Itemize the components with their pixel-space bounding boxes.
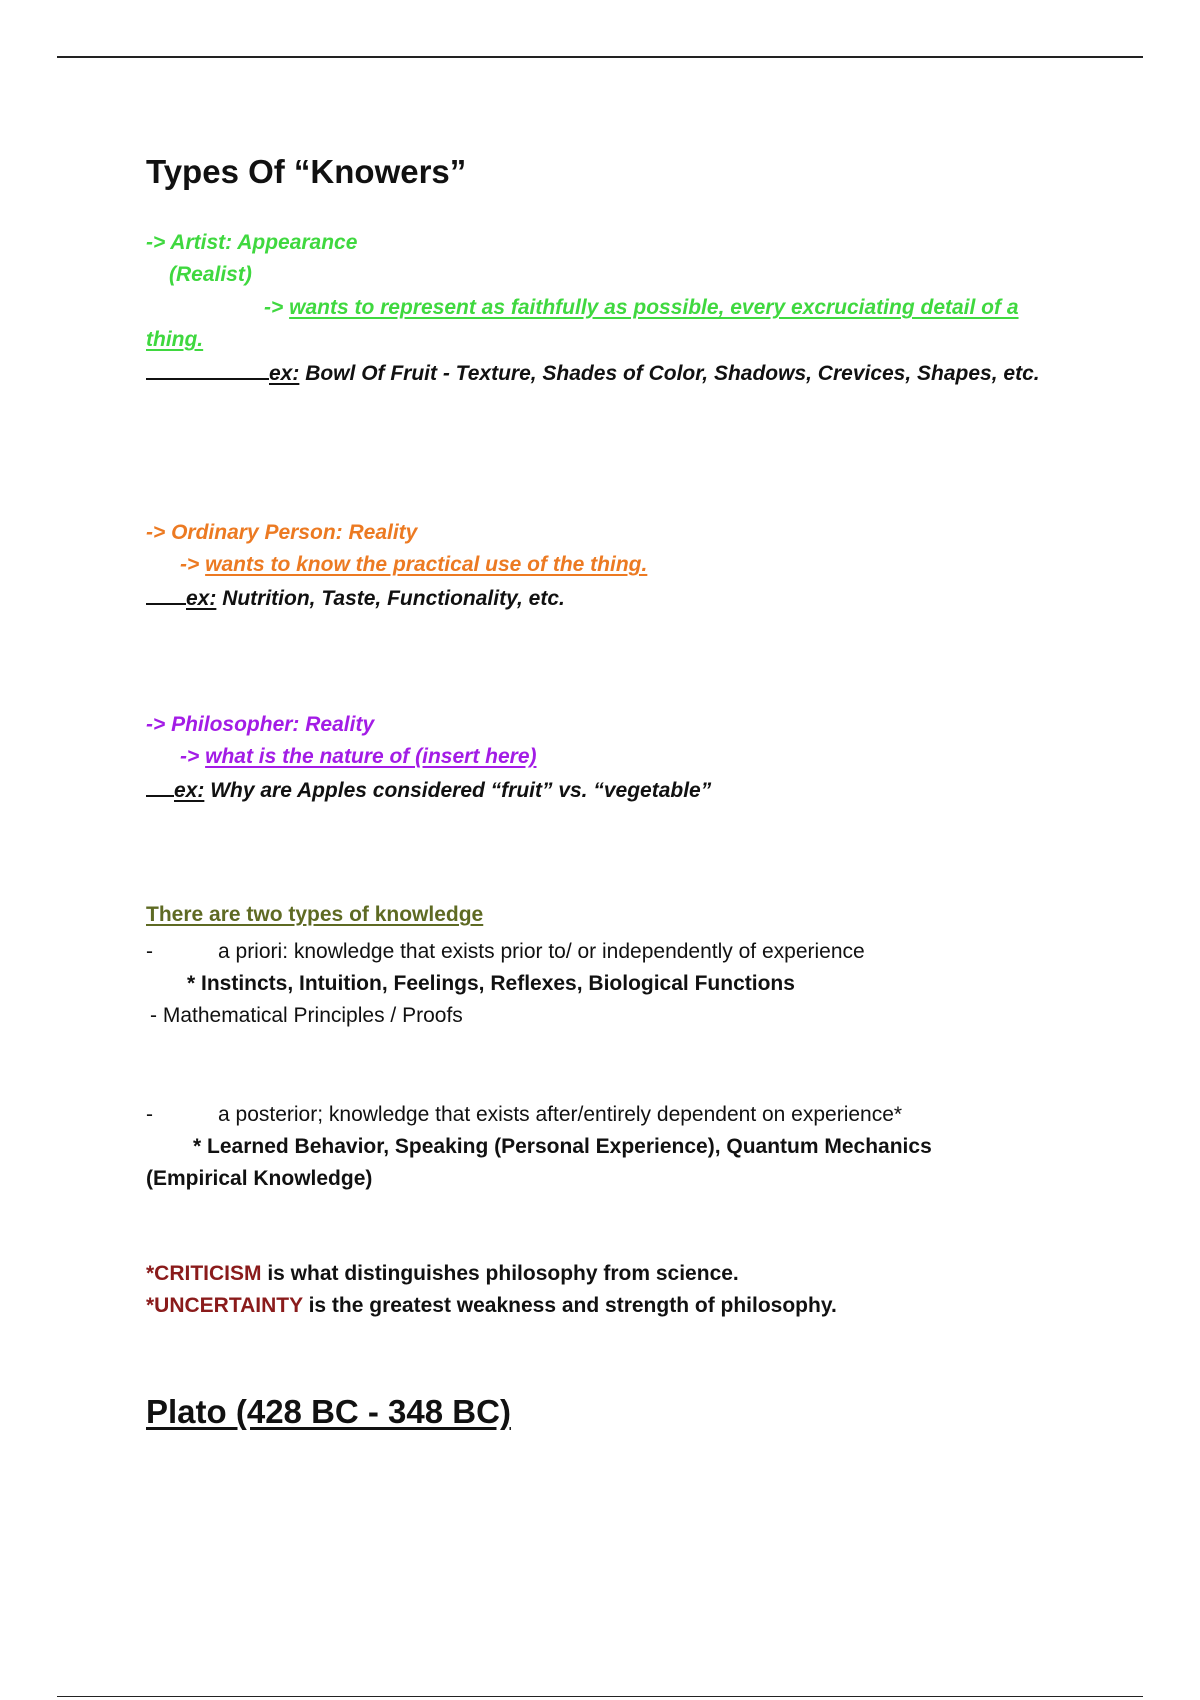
aposteriori-item — [146, 1101, 902, 1129]
top-rule — [57, 56, 1143, 58]
philosopher-heading: -> Philosopher: Reality — [146, 713, 375, 736]
philosopher-description-text: what is the nature of (insert here) — [205, 745, 537, 768]
artist-description-cont: thing. — [146, 328, 204, 351]
artist-example — [146, 358, 1040, 388]
artist-heading: -> Artist: Appearance — [146, 231, 358, 254]
uncertainty-note — [146, 1292, 837, 1320]
example-text: Why are Apples considered “fruit” vs. “vegetable” — [204, 779, 712, 802]
page-title: Types Of “Knowers” — [146, 153, 467, 190]
plato-heading: Plato (428 BC - 348 BC) — [146, 1393, 511, 1430]
criticism-key: *CRITICISM — [146, 1262, 262, 1285]
knowledge-heading: There are two types of knowledge — [146, 903, 484, 926]
aposteriori-examples: * Learned Behavior, Speaking (Personal Experience), Quantum Mechanics — [193, 1135, 932, 1158]
arrow-glyph: -> — [180, 553, 200, 576]
ordinary-description-text: wants to know the practical use of the thing. — [205, 553, 648, 576]
artist-description-text: wants to represent as faithfully as possible, every excruciating detail of a — [289, 296, 1019, 319]
example-text: Bowl Of Fruit - Texture, Shades of Color, Shadows, Crevices, Shapes, etc. — [299, 362, 1040, 385]
uncertainty-key: *UNCERTAINTY — [146, 1294, 303, 1317]
artist-description — [264, 294, 1019, 322]
example-text: Nutrition, Taste, Functionality, etc. — [216, 587, 565, 610]
blank-line — [146, 583, 186, 605]
example-label: ex: — [174, 779, 205, 802]
criticism-text: is what distinguishes philosophy from science. — [261, 1262, 739, 1285]
criticism-note — [146, 1260, 739, 1288]
philosopher-description — [180, 743, 537, 771]
apriori-item — [146, 938, 865, 966]
arrow-glyph: -> — [264, 296, 284, 319]
blank-line — [146, 775, 174, 797]
ordinary-heading: -> Ordinary Person: Reality — [146, 521, 418, 544]
example-label: ex: — [269, 362, 300, 385]
aposteriori-examples-cont: (Empirical Knowledge) — [146, 1167, 373, 1190]
example-label: ex: — [186, 587, 217, 610]
apriori-text: a priori: knowledge that exists prior to/ or independently of experience — [218, 940, 865, 963]
ordinary-description — [180, 551, 647, 579]
artist-subheading: (Realist) — [169, 263, 252, 286]
blank-line — [146, 358, 269, 380]
apriori-examples: * Instincts, Intuition, Feelings, Reflexes, Biological Functions — [187, 972, 795, 995]
bullet-dash: - — [146, 940, 153, 963]
aposteriori-text: a posterior; knowledge that exists after/entirely dependent on experience* — [218, 1103, 903, 1126]
ordinary-example — [146, 583, 565, 613]
bottom-rule — [57, 1696, 1143, 1697]
arrow-glyph: -> — [180, 745, 200, 768]
apriori-math: - Mathematical Principles / Proofs — [150, 1004, 463, 1027]
bullet-dash: - — [146, 1103, 153, 1126]
uncertainty-text: is the greatest weakness and strength of philosophy. — [302, 1294, 837, 1317]
philosopher-example — [146, 775, 711, 805]
